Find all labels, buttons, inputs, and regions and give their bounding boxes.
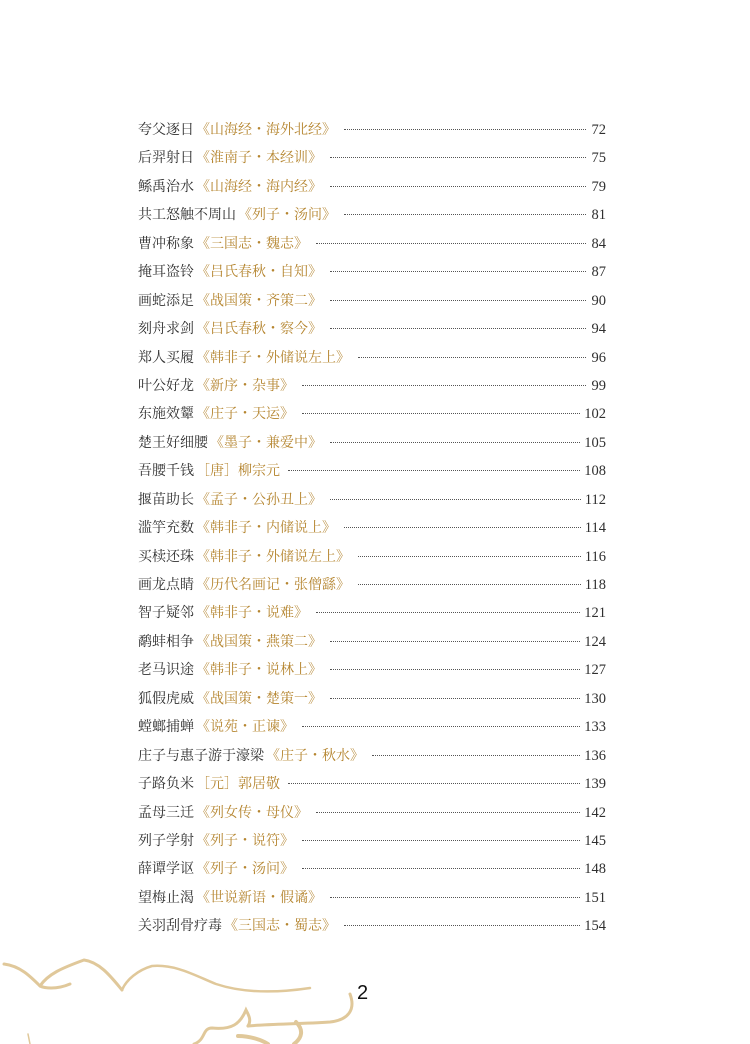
toc-entry-page: 99 (591, 377, 606, 394)
dot-leader (302, 839, 580, 841)
dot-leader (302, 412, 580, 414)
toc-entry-title: 老马识途 (138, 662, 194, 679)
toc-entry[interactable] (138, 713, 606, 741)
toc-entry[interactable] (138, 827, 606, 855)
toc-entry-title: 薛谭学讴 (138, 861, 194, 878)
toc-entry-page: 87 (591, 264, 606, 281)
dot-leader (330, 327, 586, 329)
dot-leader (330, 299, 586, 301)
dot-leader (330, 441, 580, 443)
toc-entry-title: 郑人买履 (138, 349, 194, 366)
toc-entry-page: 94 (591, 321, 606, 338)
toc-entry-title: 鹬蚌相争 (138, 633, 194, 650)
dot-leader (288, 782, 580, 784)
toc-entry-source: 《列子・汤问》 (196, 861, 294, 878)
toc-entry-source: 《战国策・燕策二》 (196, 633, 322, 650)
dot-leader (316, 611, 580, 613)
toc-entry-page: 154 (584, 918, 606, 935)
toc-entry-title: 关羽刮骨疗毒 (138, 918, 222, 935)
dot-leader (330, 668, 580, 670)
toc-entry[interactable] (138, 429, 606, 457)
toc-entry-source: 《淮南子・本经训》 (196, 150, 322, 167)
toc-entry-page: 84 (591, 235, 606, 252)
table-of-contents (138, 116, 606, 941)
dot-leader (330, 640, 580, 642)
toc-entry-title: 吾腰千钱 (138, 463, 194, 480)
toc-entry-source: 《世说新语・假谲》 (196, 889, 322, 906)
toc-entry-source: 《山海经・海内经》 (196, 178, 322, 195)
toc-entry-source: 《列子・说符》 (196, 832, 294, 849)
dot-leader (302, 384, 586, 386)
toc-entry[interactable] (138, 344, 606, 372)
toc-entry[interactable] (138, 514, 606, 542)
toc-entry[interactable] (138, 742, 606, 770)
toc-entry-title: 滥竽充数 (138, 520, 194, 537)
toc-entry-source: 《庄子・秋水》 (266, 747, 364, 764)
toc-entry-page: 112 (584, 491, 606, 508)
toc-entry-page: 148 (584, 861, 606, 878)
toc-entry-page: 118 (584, 577, 606, 593)
toc-entry-source: 《韩非子・外储说左上》 (196, 548, 350, 565)
toc-entry-source: 《历代名画记・张僧繇》 (196, 577, 350, 593)
toc-entry-page: 151 (584, 889, 606, 906)
toc-entry-page: 127 (584, 662, 606, 679)
toc-entry-page: 133 (584, 719, 606, 736)
toc-entry-page: 145 (584, 832, 606, 849)
toc-entry[interactable] (138, 230, 606, 258)
toc-entry-source: 《韩非子・外储说左上》 (196, 349, 350, 366)
toc-entry-page: 102 (584, 406, 606, 423)
toc-entry-source: 《韩非子・内储说上》 (196, 520, 336, 537)
toc-entry-title: 孟母三迁 (138, 804, 194, 821)
toc-entry-page: 90 (591, 292, 606, 309)
toc-entry-title: 后羿射日 (138, 150, 194, 167)
toc-entry-page: 139 (584, 776, 606, 793)
toc-entry[interactable] (138, 912, 606, 940)
dot-leader (316, 242, 586, 244)
page-number: 2 (357, 982, 369, 1004)
toc-entry[interactable] (138, 685, 606, 713)
toc-entry-title: 买椟还珠 (138, 548, 194, 565)
toc-entry[interactable] (138, 457, 606, 485)
dot-leader (302, 867, 580, 869)
toc-entry-title: 望梅止渴 (138, 889, 194, 906)
toc-entry-page: 96 (591, 349, 606, 366)
toc-entry-page: 108 (584, 463, 606, 480)
toc-entry-title: 画蛇添足 (138, 292, 194, 309)
toc-entry-page: 114 (584, 520, 606, 537)
dot-leader (372, 754, 580, 756)
toc-entry-page: 72 (591, 122, 606, 138)
toc-entry-page: 81 (591, 207, 606, 224)
dot-leader (330, 270, 586, 272)
toc-entry-title: 夸父逐日 (138, 122, 194, 138)
dot-leader (344, 128, 586, 130)
toc-entry-page: 142 (584, 804, 606, 821)
toc-entry[interactable] (138, 144, 606, 172)
dot-leader (344, 526, 581, 528)
toc-entry-page: 79 (591, 178, 606, 195)
toc-entry[interactable] (138, 770, 606, 798)
toc-entry-title: 鲧禹治水 (138, 178, 194, 195)
toc-entry-page: 121 (584, 605, 606, 622)
toc-entry[interactable] (138, 799, 606, 827)
toc-entry-page: 130 (584, 690, 606, 707)
toc-entry-source: ［唐］柳宗元 (196, 463, 280, 480)
toc-entry[interactable] (138, 258, 606, 286)
toc-entry-title: 叶公好龙 (138, 377, 194, 394)
toc-entry-title: 揠苗助长 (138, 491, 194, 508)
toc-entry-title: 子路负米 (138, 776, 194, 793)
dot-leader (302, 725, 580, 727)
toc-entry-source: 《三国志・魏志》 (196, 235, 308, 252)
toc-entry-source: 《吕氏春秋・察今》 (196, 321, 322, 338)
toc-entry-source: 《墨子・兼爱中》 (210, 434, 322, 451)
toc-entry-source: 《战国策・齐策二》 (196, 292, 322, 309)
dot-leader (358, 356, 586, 358)
toc-entry-source: 《庄子・天运》 (196, 406, 294, 423)
toc-entry-source: 《新序・杂事》 (196, 377, 294, 394)
toc-entry-source: 《吕氏春秋・自知》 (196, 264, 322, 281)
toc-entry[interactable] (138, 173, 606, 201)
toc-entry[interactable] (138, 486, 606, 514)
toc-entry-source: 《列女传・母仪》 (196, 804, 308, 821)
toc-entry-title: 曹冲称象 (138, 235, 194, 252)
toc-entry-source: 《韩非子・说林上》 (196, 662, 322, 679)
toc-entry-page: 75 (591, 150, 606, 167)
toc-entry-page: 136 (584, 747, 606, 764)
dot-leader (316, 811, 580, 813)
toc-entry[interactable] (138, 884, 606, 912)
toc-entry-title: 智子疑邻 (138, 605, 194, 622)
toc-entry[interactable] (138, 571, 606, 599)
toc-entry-source: 《列子・汤问》 (238, 207, 336, 224)
toc-entry-source: 《三国志・蜀志》 (224, 918, 336, 935)
toc-entry-title: 列子学射 (138, 832, 194, 849)
dot-leader (330, 185, 586, 187)
toc-entry-page: 124 (584, 633, 606, 650)
toc-entry-title: 东施效颦 (138, 406, 194, 423)
dot-leader (330, 156, 586, 158)
toc-entry-source: 《说苑・正谏》 (196, 719, 294, 736)
toc-entry-source: 《战国策・楚策一》 (196, 690, 322, 707)
toc-entry[interactable] (138, 201, 606, 229)
toc-entry-source: ［元］郭居敬 (196, 776, 280, 793)
toc-entry[interactable] (138, 599, 606, 627)
dot-leader (330, 697, 580, 699)
toc-entry[interactable] (138, 372, 606, 400)
toc-entry-title: 刻舟求剑 (138, 321, 194, 338)
toc-entry-title: 画龙点睛 (138, 577, 194, 593)
toc-entry-source: 《韩非子・说难》 (196, 605, 308, 622)
toc-entry[interactable] (138, 656, 606, 684)
dot-leader (344, 213, 586, 215)
dot-leader (358, 555, 581, 557)
dot-leader (330, 498, 581, 500)
toc-entry-title: 掩耳盗铃 (138, 264, 194, 281)
dot-leader (344, 924, 580, 926)
toc-entry-source: 《孟子・公孙丑上》 (196, 491, 322, 508)
toc-entry[interactable] (138, 315, 606, 343)
toc-entry-page: 116 (584, 548, 606, 565)
dot-leader (358, 583, 581, 585)
toc-entry-title: 狐假虎威 (138, 690, 194, 707)
dot-leader (330, 896, 580, 898)
toc-entry-source: 《山海经・海外北经》 (196, 122, 336, 138)
toc-entry[interactable] (138, 287, 606, 315)
toc-entry[interactable] (138, 855, 606, 883)
dot-leader (288, 469, 580, 471)
brush-stroke-decoration-icon (0, 950, 380, 1044)
toc-entry-page: 105 (584, 434, 606, 451)
toc-entry-title: 共工怒触不周山 (138, 207, 236, 224)
toc-entry-title: 庄子与惠子游于濠梁 (138, 747, 264, 764)
toc-entry[interactable] (138, 628, 606, 656)
toc-entry-title: 楚王好细腰 (138, 434, 208, 451)
toc-entry[interactable] (138, 400, 606, 428)
toc-entry-title: 螳螂捕蝉 (138, 719, 194, 736)
toc-entry[interactable] (138, 116, 606, 144)
toc-entry[interactable] (138, 543, 606, 571)
